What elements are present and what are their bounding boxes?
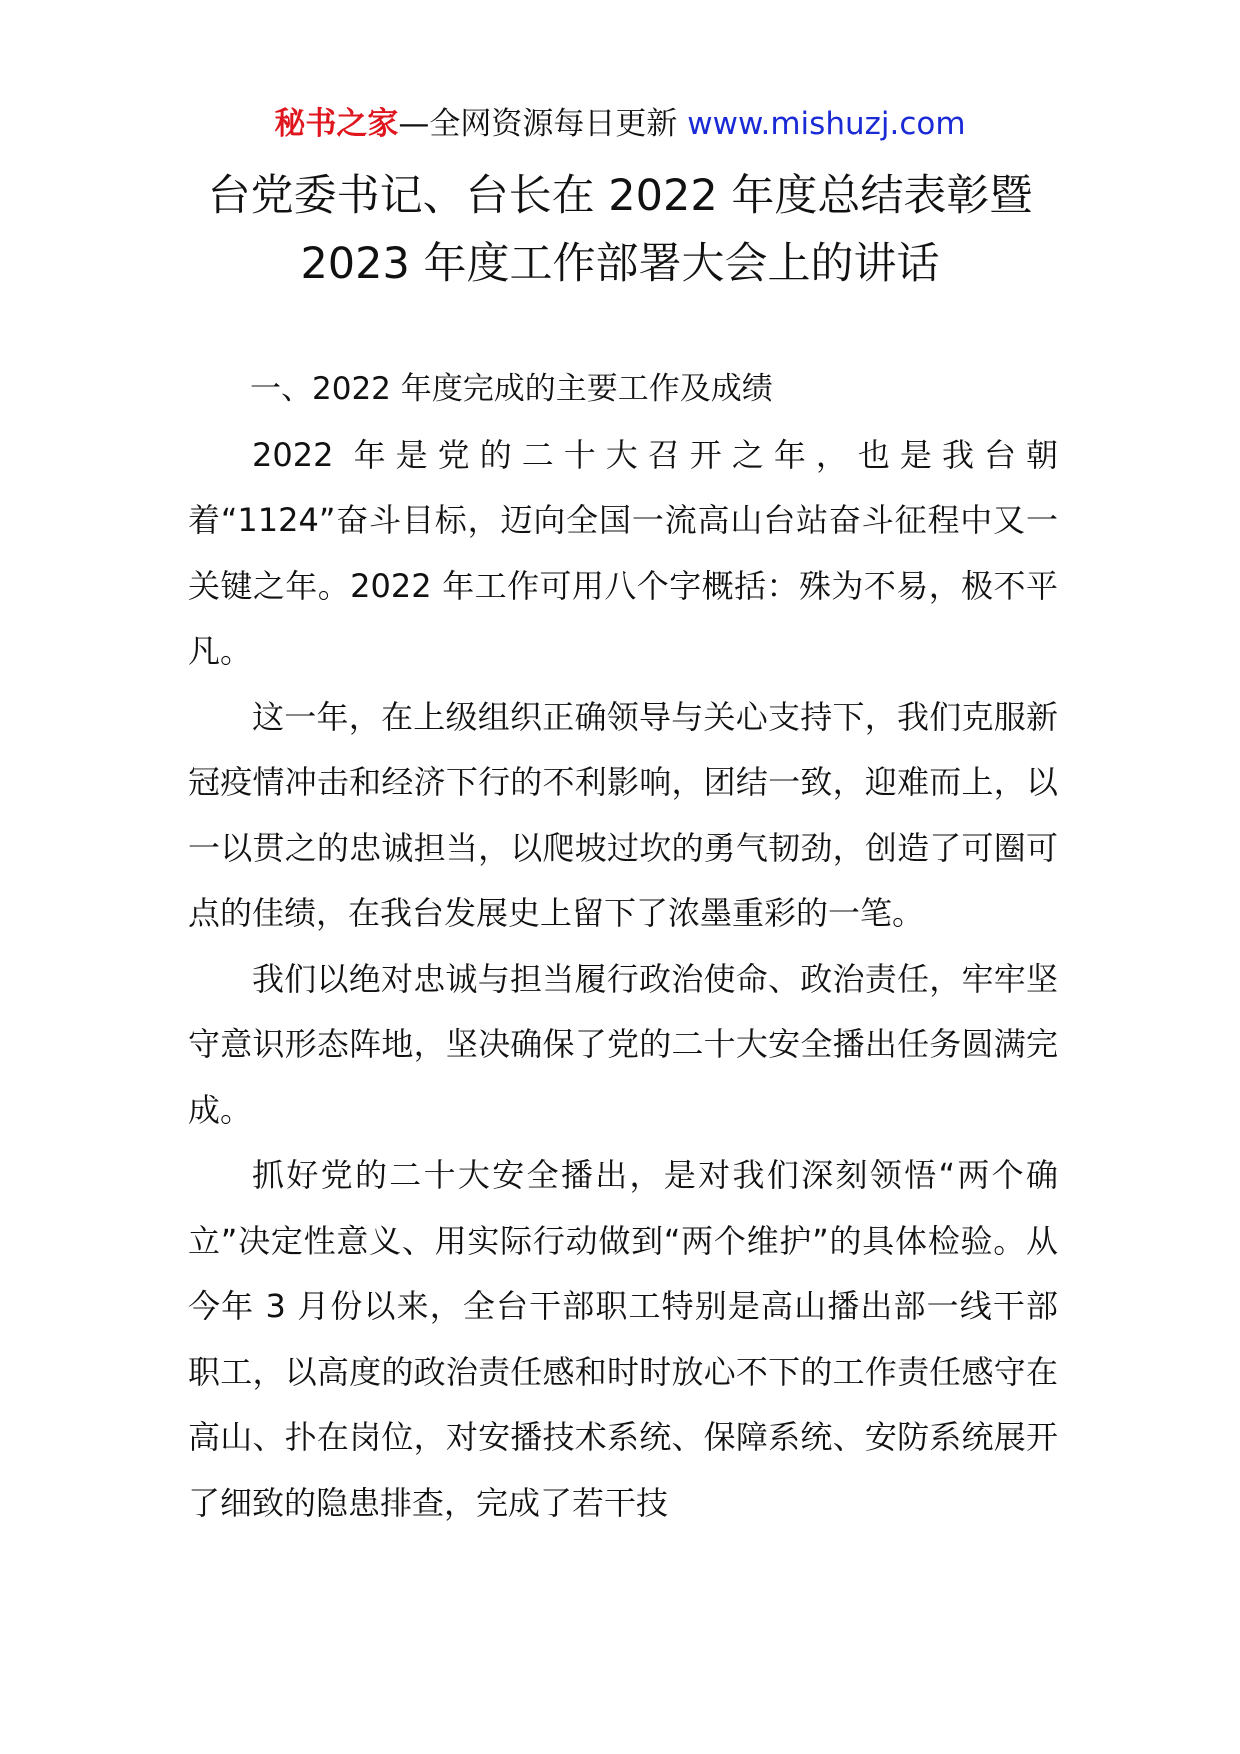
paragraph-2: 这一年，在上级组织正确领导与关心支持下，我们克服新冠疫情冲击和经济下行的不利影响，团结一致，迎难而上，以一以贯之的忠诚担当，以爬坡过坎的勇气韧劲，创造了可圈可点的佳绩，在我台发展史上留下了浓墨重彩的一笔。 (188, 697, 1058, 932)
paragraph-1: 2022 年是党的二十大召开之年，也是我台朝着“1124”奋斗目标，迈向全国一流高山台站奋斗征程中又一关键之年。2022 年工作可用八个字概括：殊为不易，极不平凡。 (188, 435, 1058, 670)
site-url-link[interactable]: www.mishuzj.com (687, 106, 966, 142)
header-tagline: —全网资源每日更新 (398, 106, 678, 142)
paragraph-4: 抓好党的二十大安全播出，是对我们深刻领悟“两个确立”决定性意义、用实际行动做到“两个维护”的具体检验。从今年 3 月份以来，全台干部职工特别是高山播出部一线干部职工，以高度的政治责任感和时时放心不下的工作责任感守在高山、扑在岗位，对安播技术系统、保障系统、安防系统展开了细致的隐患排查，完成了若干技 (188, 1156, 1058, 1522)
document-title-line-2: 2023 年度工作部署大会上的讲话 (300, 239, 940, 289)
paragraph-3: 我们以绝对忠诚与担当履行政治使命、政治责任，牢牢坚守意识形态阵地，坚决确保了党的二十大安全播出任务圆满完成。 (188, 959, 1058, 1129)
site-header (0, 100, 1240, 148)
brand-name: 秘书之家 (274, 106, 399, 142)
document-title-line-1: 台党委书记、台长在 2022 年度总结表彰暨 (207, 171, 1033, 221)
document-body (188, 357, 1058, 1536)
section-heading: 一、2022 年度完成的主要工作及成绩 (250, 371, 773, 407)
document-title (100, 162, 1140, 298)
